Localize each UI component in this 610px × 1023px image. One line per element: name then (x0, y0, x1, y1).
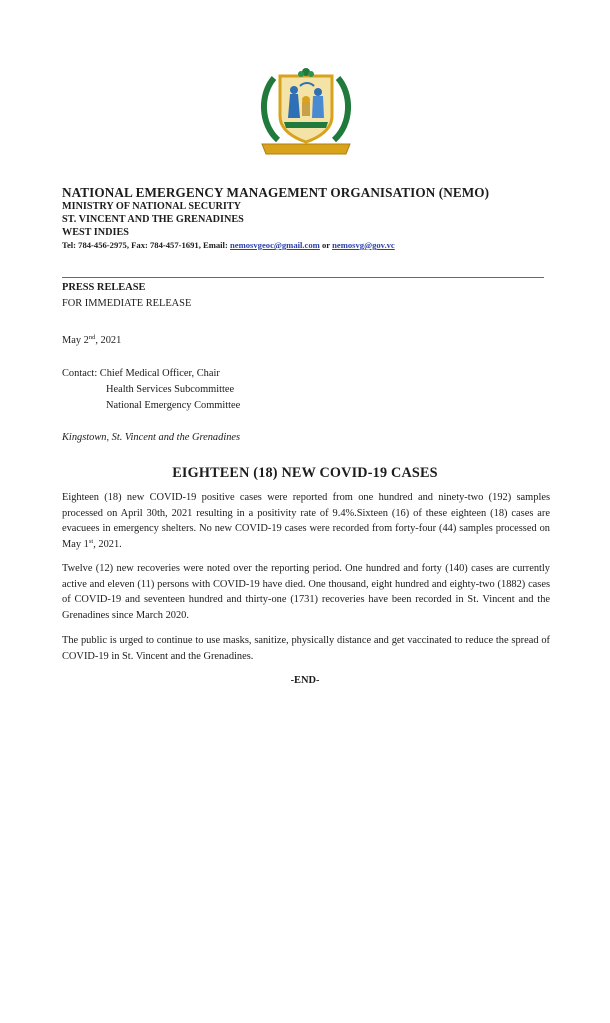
dateline-location: Kingstown, St. Vincent and the Grenadines (62, 432, 241, 443)
header-divider (62, 277, 544, 278)
coat-of-arms-emblem (256, 66, 356, 158)
contact-details (62, 239, 562, 252)
paragraph-public-advice: The public is urged to continue to use masks, sanitize, physically distance and get vaccinated to reduce the spread of COVID-19 in St. Vincent and the Grenadines. (62, 635, 550, 662)
country-name: ST. VINCENT AND THE GRENADINES (62, 214, 244, 225)
region-name: WEST INDIES (62, 227, 129, 238)
date-month-day: May 2 (62, 335, 89, 346)
organisation-name: NATIONAL EMERGENCY MANAGEMENT ORGANISATION (NEMO) (62, 185, 490, 200)
press-release-label: PRESS RELEASE (62, 282, 146, 293)
or-text: or (319, 240, 333, 250)
date-year: , 2021 (95, 335, 122, 346)
email-link-secondary[interactable]: nemosvg@gov.vc (332, 240, 395, 250)
contact-block (62, 366, 240, 414)
release-date (62, 334, 121, 346)
paragraph-new-cases-text: Eighteen (18) new COVID-19 positive cases were reported from one hundred and ninety-two (192) samples processed on April 30th, 2021 resulting in a positivity rate of 9.4%.Sixteen (16) of these eighteen (18) cases are evacuees in emergency shelters. No new COVID-19 cases were recorded from forty-four (44) samples processed on May 1 (62, 492, 550, 550)
paragraph-new-cases-ordinal: st (88, 537, 94, 545)
contact-line-3: National Emergency Committee (106, 400, 241, 411)
contact-line-1: Contact: Chief Medical Officer, Chair (62, 368, 220, 379)
contact-line-2: Health Services Subcommittee (106, 384, 235, 395)
letterhead (62, 185, 562, 252)
paragraph-new-cases-end: , 2021. (93, 538, 122, 550)
date-ordinal: nd (88, 334, 96, 341)
paragraph-recoveries: Twelve (12) new recoveries were noted over the reporting period. One hundred and forty (140) cases are currently active and eleven (11) persons with COVID-19 have died. One thousand, eight hundred and eighty-two (1882) cases of COVID-19 and seventeen hundred and thirty-one (1731) recoveries have been recorded in St. Vincent and the Grenadines since March 2020. (62, 563, 550, 621)
phone-fax-text: Tel: 784-456-2975, Fax: 784-457-1691, Email: (62, 240, 230, 250)
ministry-name: MINISTRY OF NATIONAL SECURITY (62, 201, 241, 212)
email-link-primary[interactable]: nemosvgeoc@gmail.com (229, 240, 320, 250)
paragraph-new-cases (62, 490, 550, 552)
end-marker: -END- (290, 675, 320, 686)
headline: EIGHTEEN (18) NEW COVID-19 CASES (172, 465, 438, 481)
immediate-release-label: FOR IMMEDIATE RELEASE (62, 298, 192, 309)
